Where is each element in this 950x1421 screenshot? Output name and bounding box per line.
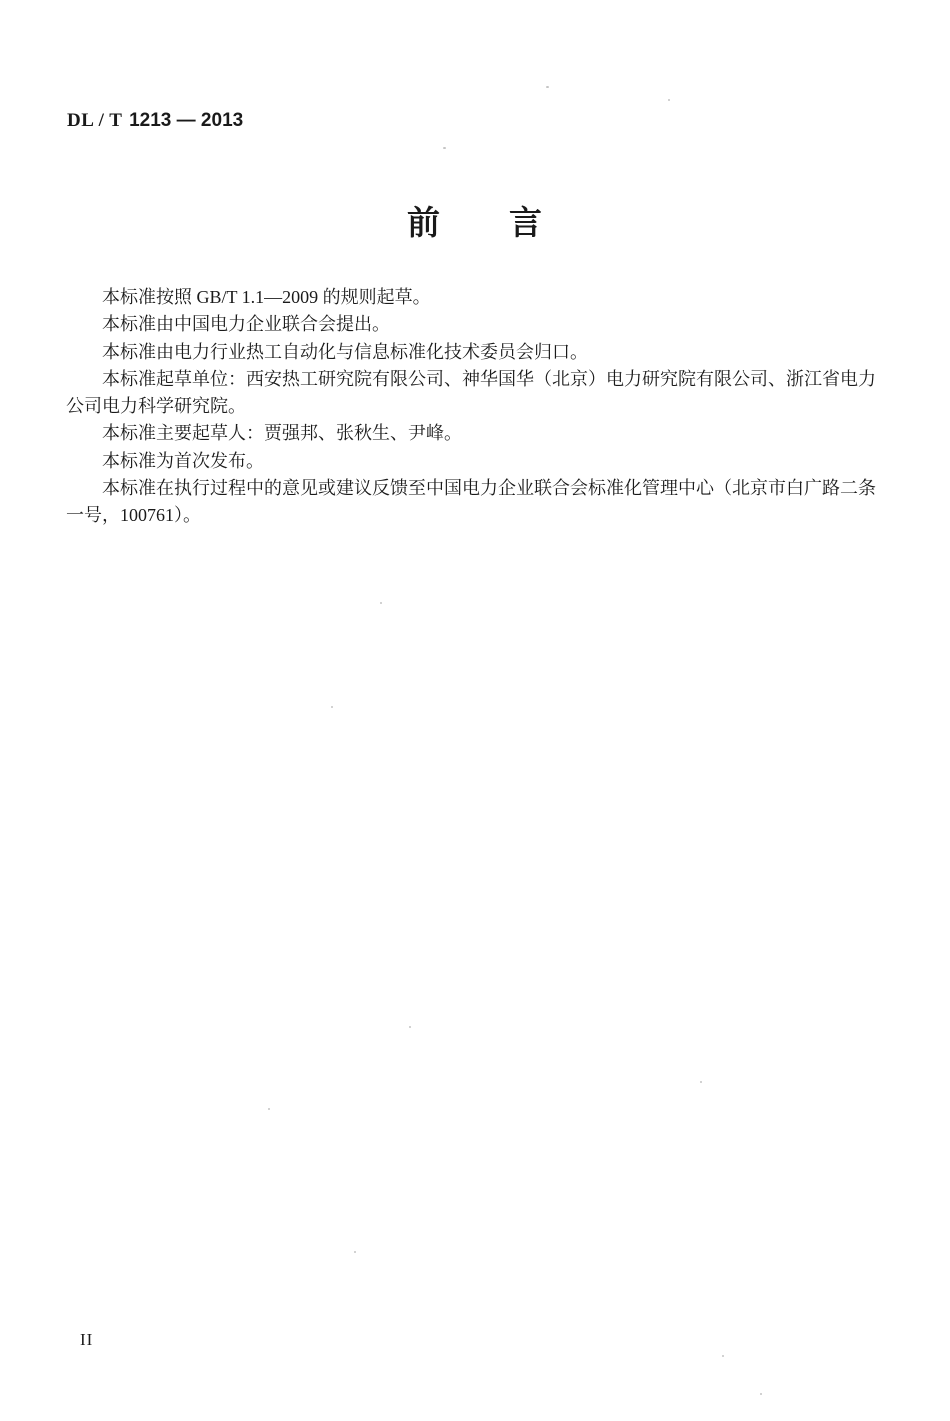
standard-code-number: 1213 — 2013 <box>129 110 244 131</box>
foreword-paragraph: 本标准起草单位：西安热工研究院有限公司、神华国华（北京）电力研究院有限公司、浙江省电力公司电力科学研究院。 <box>66 368 876 417</box>
scan-speck <box>409 1026 411 1028</box>
page-number: II <box>80 1330 94 1349</box>
scan-speck <box>700 1081 702 1083</box>
scan-speck <box>380 602 382 604</box>
scan-speck <box>268 1108 270 1110</box>
foreword-paragraph: 本标准按照 GB/T 1.1—2009 的规则起草。 <box>102 287 431 307</box>
scan-speck <box>546 86 549 88</box>
standard-code-prefix: DL / T <box>67 110 123 131</box>
page-title: 前 言 <box>407 204 543 241</box>
scan-speck <box>760 1393 762 1395</box>
scan-speck <box>354 1251 356 1253</box>
foreword-paragraph: 本标准主要起草人：贾强邦、张秋生、尹峰。 <box>102 423 462 444</box>
foreword-paragraph: 本标准由电力行业热工自动化与信息标准化技术委员会归口。 <box>102 341 588 362</box>
scan-speck <box>722 1355 724 1357</box>
foreword-paragraph: 本标准在执行过程中的意见或建议反馈至中国电力企业联合会标准化管理中心（北京市白广路二条一号，100761）。 <box>66 478 876 526</box>
scan-speck <box>668 99 670 101</box>
scan-speck <box>331 706 333 708</box>
foreword-paragraph: 本标准为首次发布。 <box>102 450 264 471</box>
scan-speck <box>443 147 446 149</box>
foreword-body <box>66 284 884 530</box>
foreword-paragraph: 本标准由中国电力企业联合会提出。 <box>102 314 390 335</box>
standard-code <box>67 110 243 132</box>
